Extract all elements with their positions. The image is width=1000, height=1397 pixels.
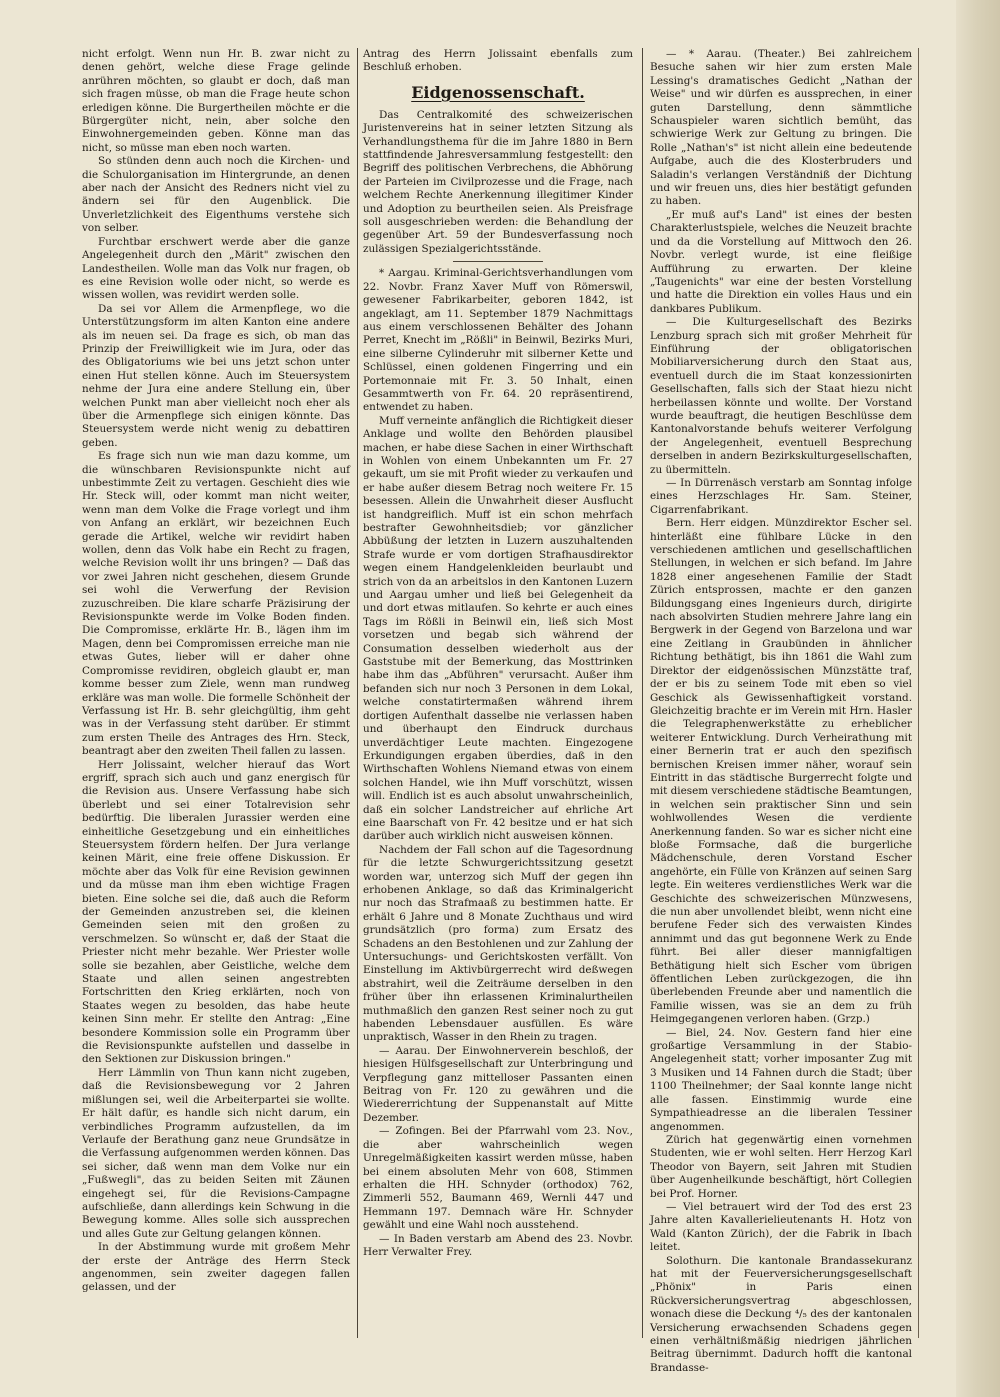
page-edge	[956, 0, 1000, 1397]
paragraph: In der Abstimmung wurde mit großem Mehr der erste der Anträge des Herrn Steck angenommen, sein zweiter dagegen fallen gelassen, und der	[82, 1241, 350, 1294]
paragraph: Furchtbar erschwert werde aber die ganze Angelegenheit durch den „Märit" zwischen den Landestheilen. Wolle man das Volk nur fragen, ob es eine Revision wolle oder nicht, so werde es wissen wollen, was revidirt werden solle.	[82, 235, 350, 302]
paragraph: — In Dürrenäsch verstarb am Sonntag infolge eines Herzschlages Hr. Sam. Steiner, Cigarrenfabrikant.	[650, 477, 912, 516]
paragraph: — Aarau. Der Einwohnerverein beschloß, der hiesigen Hülfsgesellschaft zur Unterbringung und Verpflegung ganz mittelloser Passanten einen Beitrag von Fr. 120 zu gewähren und die Wiedererrichtung der Suppenanstalt auf Mitte Dezember.	[363, 1044, 633, 1124]
paragraph: — Die Kulturgesellschaft des Bezirks Lenzburg sprach sich mit großer Mehrheit für Einführung der obligatorischen Mobiliarversicherung durch den Staat aus, eventuell durch die im Staat konzessionirten Gesellschaften, falls sich der Staat hiezu nicht herbeilassen könnte und wollte. Der Vorstand wurde beauftragt, die heutigen Beschlüsse dem Kantonalvorstande behufs weiterer Verfolgung der Angelegenheit, eventuell Besprechung derselben in andern Bezirkskulturgesellschaften, zu übermitteln.	[650, 316, 912, 476]
column-3	[650, 48, 912, 1374]
paragraph: Herr Jolissaint, welcher hierauf das Wort ergriff, sprach sich auch und ganz energisch für die Revision aus. Unsere Verfassung habe sich überlebt und sei einer Totalrevision sehr bedürftig. Die liberalen Jurassier werden eine einheitliche Gesetzgebung und ein einheitliches Steuersystem fördern helfen. Der Jura verlange keinen Märit, eine freie offene Diskussion. Er möchte aber das Volk für eine Revision gewinnen und da müsse man ihm eben wichtige Fragen bieten. Eine solche sei die, daß auch die Reform der Gemeinden anzustreben sei, die kleinen Gemeinden seien mit den großen zu verschmelzen. So wünscht er, daß der Staat die Priester nicht mehr bezahle. Wer Priester wolle solle sie bezahlen, aber Geistliche, welche dem Staate und allen seinen angestrebten Fortschritten den Krieg erklärten, noch von Staates wegen zu besolden, das habe heute keinen Sinn mehr. Er stellte den Antrag: „Eine besondere Kommission solle ein Programm über die Revisionspunkte aufstellen und dasselbe in den Sektionen zur Diskussion bringen."	[82, 758, 350, 1066]
separator	[453, 261, 543, 262]
paragraph: Zürich hat gegenwärtig einen vornehmen Studenten, wie er wohl selten. Herr Herzog Karl Theodor von Bayern, seit Jahren mit Studien über Augenheilkunde beschäftigt, hört Collegien bei Prof. Horner.	[650, 1133, 912, 1200]
paragraph: — Biel, 24. Nov. Gestern fand hier eine großartige Versammlung in der Stabio-Angelegenheit statt; vorher imposanter Zug mit 3 Musiken und 14 Fahnen durch die Stadt; über 1100 Theilnehmer; der Saal konnte lange nicht alle fassen. Einstimmig wurde eine Sympathieadresse an die liberalen Tessiner angenommen.	[650, 1026, 912, 1133]
column-2	[363, 48, 633, 1338]
paragraph: Antrag des Herrn Jolissaint ebenfalls zum Beschluß erhoben.	[363, 48, 633, 74]
paragraph: Es frage sich nun wie man dazu komme, um die wünschbaren Revisionspunkte nicht auf unbestimmte Zeit zu vertagen. Geschieht dies wie Hr. Steck will, oder kommt man nicht weiter, wenn man dem Volke die Frage vorlegt und ihm von Anfang an erklärt, wir bezeichnen Euch gerade die Artikel, welche wir revidirt haben wollen, denn das Volk habe ein Recht zu fragen, welche Revision wollt ihr uns bringen? — Daß das vor zwei Jahren nicht geschehen, diesem Grunde sei wohl die Verwerfung der Revision zuzuschreiben. Die klare scharfe Präzisirung der Revisionspunkte werde im Volke Boden finden. Die Compromisse, erklärte Hr. B., lägen ihm im Magen, denn bei Compromissen erreiche man nie etwas Gutes, lieber will er daher ohne Compromisse revidiren, obgleich glaubt er, man komme besser zum Ziele, wenn man rundweg erkläre was man wolle. Die formelle Schönheit der Verfassung ist Hr. B. sehr gleichgültig, ihm geht was in der Verfassung steht darüber. Er stimmt zum ersten Theile des Antrages des Hrn. Steck, beantragt aber den zweiten Theil fallen zu lassen.	[82, 450, 350, 758]
paragraph: Nachdem der Fall schon auf die Tagesordnung für die letzte Schwurgerichtssitzung gesetzt worden war, unterzog sich Muff der gegen ihn erhobenen Anklage, so daß das Kriminalgericht nur noch das Strafmaaß zu bestimmen hatte. Er erhält 6 Jahre und 8 Monate Zuchthaus und wird grundsätzlich (pro forma) zum Ersatz des Schadens an den Bestohlenen und zur Zahlung der Untersuchungs- und Gerichtskosten verfällt. Von Einstellung im Aktivbürgerrecht wird deßwegen abstrahirt, weil die Zeiträume derselben in den früher über ihn erlassenen Kriminalurtheilen muthmaßlich den ganzen Rest seiner noch zu gut habenden Lebensdauer ausfüllen. Es wäre unpraktisch, Wasser in den Rhein zu tragen.	[363, 843, 633, 1044]
paragraph: Muff verneinte anfänglich die Richtigkeit dieser Anklage und wollte den Behörden plausibel machen, er habe diese Sachen in einer Wirthschaft in Wohlen von einem Unbekannten um Fr. 27 gekauft, um sie mit Profit wieder zu verkaufen und er habe außer diesem Betrag noch weitere Fr. 15 besessen. Allein die Unwahrheit dieser Ausflucht ist handgreiflich. Muff ist ein schon mehrfach bestrafter Gewohnheitsdieb; vor gänzlicher Abbüßung der letzten in Luzern auszuhaltenden Strafe wurde er vom dortigen Strafhausdirektor wegen einem Handgelenkleiden beurlaubt und strich von da an arbeitslos in den Kantonen Luzern und Aargau umher und ließ bei Gelegenheit da und dort etwas mitlaufen. So kehrte er auch eines Tags im Rößli in Beinwil ein, ließ sich Most vorsetzen und begab sich während der Consumation desselben wiederholt aus der Gaststube mit der Bemerkung, das Mosttrinken habe ihm das „Abführen" verursacht. Außer ihm befanden sich nur noch 3 Personen in dem Lokal, welche constatirtermaßen während ihrem dortigen Aufenthalt dasselbe nie verlassen haben und überhaupt den Eindruck durchaus unverdächtiger Leute machten. Eingezogene Erkundigungen ergaben überdies, daß in den Wirthschaften Wohlens Niemand etwas von einem solchen Handel, wie ihn Muff vorschützt, wissen will. Endlich ist es auch absolut unwahrscheinlich, daß ein solcher Landstreicher auf ehrliche Art eine Baarschaft von Fr. 42 besitze und er hat sich darüber auch wirklich nicht ausweisen können.	[363, 414, 633, 843]
column-rule	[918, 48, 919, 1338]
paragraph: — * Aarau. (Theater.) Bei zahlreichem Besuche sahen wir hier zum ersten Male Lessing's dramatisches Gedicht „Nathan der Weise" und wir dürfen es aussprechen, in einer guten Darstellung, denn sämmtliche Schauspieler waren sichtlich bemüht, das schwierige Werk zur Geltung zu bringen. Die Rolle „Nathan's" ist nicht allein eine bedeutende Aufgabe, auch die des Klosterbruders und Saladin's verlangen Verständniß der Dichtung und wir freuen uns, dies hier bestätigt gefunden zu haben.	[650, 48, 912, 208]
paragraph: * Aargau. Kriminal-Gerichtsverhandlungen vom 22. Novbr. Franz Xaver Muff von Römerswil, gewesener Fabrikarbeiter, geboren 1842, ist angeklagt, am 11. September 1879 Nachmittags aus einem verschlossenen Behälter des Johann Perret, Knecht im „Rößli" in Beinwil, Bezirks Muri, eine silberne Cylinderuhr mit silberner Kette und Schlüssel, einen goldenen Fingerring und ein Portemonnaie mit Fr. 3. 50 Inhalt, einen Gesammtwerth von Fr. 64. 20 repräsentirend, entwendet zu haben.	[363, 267, 633, 414]
column-1	[82, 48, 350, 1338]
paragraph: So stünden denn auch noch die Kirchen- und die Schulorganisation im Hintergrunde, an denen aber nach der Ansicht des Redners nicht viel zu ändern sei für den Augenblick. Die Unverletzlichkeit des Eigenthums verstehe sich von selber.	[82, 155, 350, 235]
paragraph: Herr Lämmlin von Thun kann nicht zugeben, daß die Revisionsbewegung vor 2 Jahren mißlungen sei, weil die Arbeiterpartei sie wollte. Er hält dafür, es handle sich nicht darum, ein verbindliches Programm aufzustellen, da im Verlaufe der Berathung ganz neue Grundsätze in die Verfassung aufgenommen werden können. Das sei sicher, daß wenn man dem Volke nur ein „Fußwegli", das zu beiden Seiten mit Zäunen eingehegt sei, für die Revisions-Campagne aufschließe, dann allerdings kein Schwung in die Bewegung komme. Alles solle sich aussprechen und alles Gute zur Geltung gelangen können.	[82, 1066, 350, 1240]
section-heading: Eidgenossenschaft.	[411, 82, 585, 102]
paragraph: Da sei vor Allem die Armenpflege, wo die Unterstützungsform im alten Kanton eine andere als im neuen sei. Da frage es sich, ob man das Prinzip der Freiwilligkeit wie im Jura, oder das des Obligatoriums wie bei uns jetzt schon unter einen Hut stellen könne. Auch im Steuersystem nehme der Jura eine andere Stellung ein, über welchen Punkt man aber vielleicht noch eher als über die Armenpflege sich einigen könnte. Das Steuersystem werde nicht wenig zu debattiren geben.	[82, 302, 350, 449]
paragraph: — In Baden verstarb am Abend des 23. Novbr. Herr Verwalter Frey.	[363, 1232, 633, 1258]
paragraph: Bern. Herr eidgen. Münzdirektor Escher sel. hinterläßt eine fühlbare Lücke in den verschiedenen amtlichen und gesellschaftlichen Stellungen, in welchen er sich befand. Im Jahre 1828 einer angesehenen Familie der Stadt Zürich entsprossen, machte er den ganzen Bildungsgang eines Ingenieurs durch, dirigirte nach absolvirten Studien mehrere Jahre lang ein Bergwerk in der Gegend von Barzelona und war eine Zeitlang in Graubünden in ähnlicher Richtung bethätigt, bis ihn 1861 die Wahl zum Direktor der eidgenössischen Münzstätte traf, der er bis zu seinem Tode mit eben so viel Geschick als Gewissenhaftigkeit vorstand. Gleichzeitig brachte er im Verein mit Hrn. Hasler die Telegraphenwerkstätte zu erheblicher weiterer Entwicklung. Durch Verheirathung mit einer Bernerin trat er auch den spezifisch bernischen Kreisen immer näher, worauf sein Eintritt in das städtische Burgerrecht folgte und mit diesem verschiedene städtische Beamtungen, in welchen sein praktischer Sinn und sein wohlwollendes Wesen die verdiente Anerkennung fanden. So war es sicher nicht eine bloße Formsache, daß die burgerliche Mädchenschule, deren Vorstand Escher angehörte, ein Fülle von Kränzen auf seinen Sarg legte. Ein weiteres verdienstliches Werk war die Geschichte des schweizerischen Münzwesens, die nun aber unvollendet bleibt, wenn nicht eine berufene Feder sich des verwaisten Kindes annimmt und das gut begonnene Werk zu Ende führt. Bei aller dieser mannigfaltigen Bethätigung hielt sich Escher vom übrigen öffentlichen Leben zurückgezogen, die ihn überlebenden Freunde aber und namentlich die Familie wissen, was sie an dem zu früh Heimgegangenen verloren haben. (Grzp.)	[650, 517, 912, 1026]
paragraph: Solothurn. Die kantonale Brandassekuranz hat mit der Feuerversicherungsgesellschaft „Phönix" in Paris einen Rückversicherungsvertrag abgeschlossen, wonach diese die Deckung ⁴/₅ des der kantonalen Versicherung erwachsenden Schadens gegen einen verhältnißmäßig niedrigen jährlichen Beitrag übernimmt. Dadurch hofft die kantonal Brandasse-	[650, 1254, 912, 1374]
paragraph: — Viel betrauert wird der Tod des erst 23 Jahre alten Kavallerielieutenants H. Hotz von Wald (Kanton Zürich), der die Fabrik in Ibach leitet.	[650, 1200, 912, 1254]
paragraph: — Zofingen. Bei der Pfarrwahl vom 23. Nov., die aber wahrscheinlich wegen Unregelmäßigkeiten kassirt werden müsse, haben bei einem absoluten Mehr von 608, Stimmen erhalten die HH. Schnyder (orthodox) 762, Zimmerli 552, Baumann 469, Wernli 447 und Hemmann 197. Demnach wäre Hr. Schnyder gewählt und eine Wahl noch ausstehend.	[363, 1125, 633, 1232]
paragraph: „Er muß auf's Land" ist eines der besten Charakterlustspiele, welches die Neuzeit brachte und da die Vorstellung auf Mittwoch den 26. Novbr. verlegt wurde, ist eine fleißige Aufführung zu erwarten. Der kleine „Taugenichts" war eine der besten Vorstellung und hatte die Direktion ein volles Haus und ein dankbares Publikum.	[650, 208, 912, 315]
column-rule	[642, 48, 643, 1338]
paragraph: nicht erfolgt. Wenn nun Hr. B. zwar nicht zu denen gehört, welche diese Frage gelinde anrühren möchten, so glaubt er doch, daß man sich fragen müsse, ob man die Frage heute schon erledigen könne. Die Burgertheilen möchte er die Bürgergüter nicht, nein, aber solche den Einwohnergemeinden geben. Könne man das nicht, so müsse man eben noch warten.	[82, 48, 350, 154]
paragraph: Das Centralkomité des schweizerischen Juristenvereins hat in seiner letzten Sitzung als Verhandlungsthema für die im Jahre 1880 in Bern stattfindende Jahresversammlung festgestellt: den Begriff des politischen Verbrechens, die Abhörung der Parteien im Civilprozesse und die Frage, nach welchem Rechte Anerkennung illegitimer Kinder und Adoption zu beurtheilen seien. Als Preisfrage soll ausgeschrieben werden: die Behandlung der gegenüber Art. 59 der Bundesverfassung noch zulässigen Spezialgerichtsstände.	[363, 108, 633, 255]
column-rule	[357, 48, 358, 1338]
